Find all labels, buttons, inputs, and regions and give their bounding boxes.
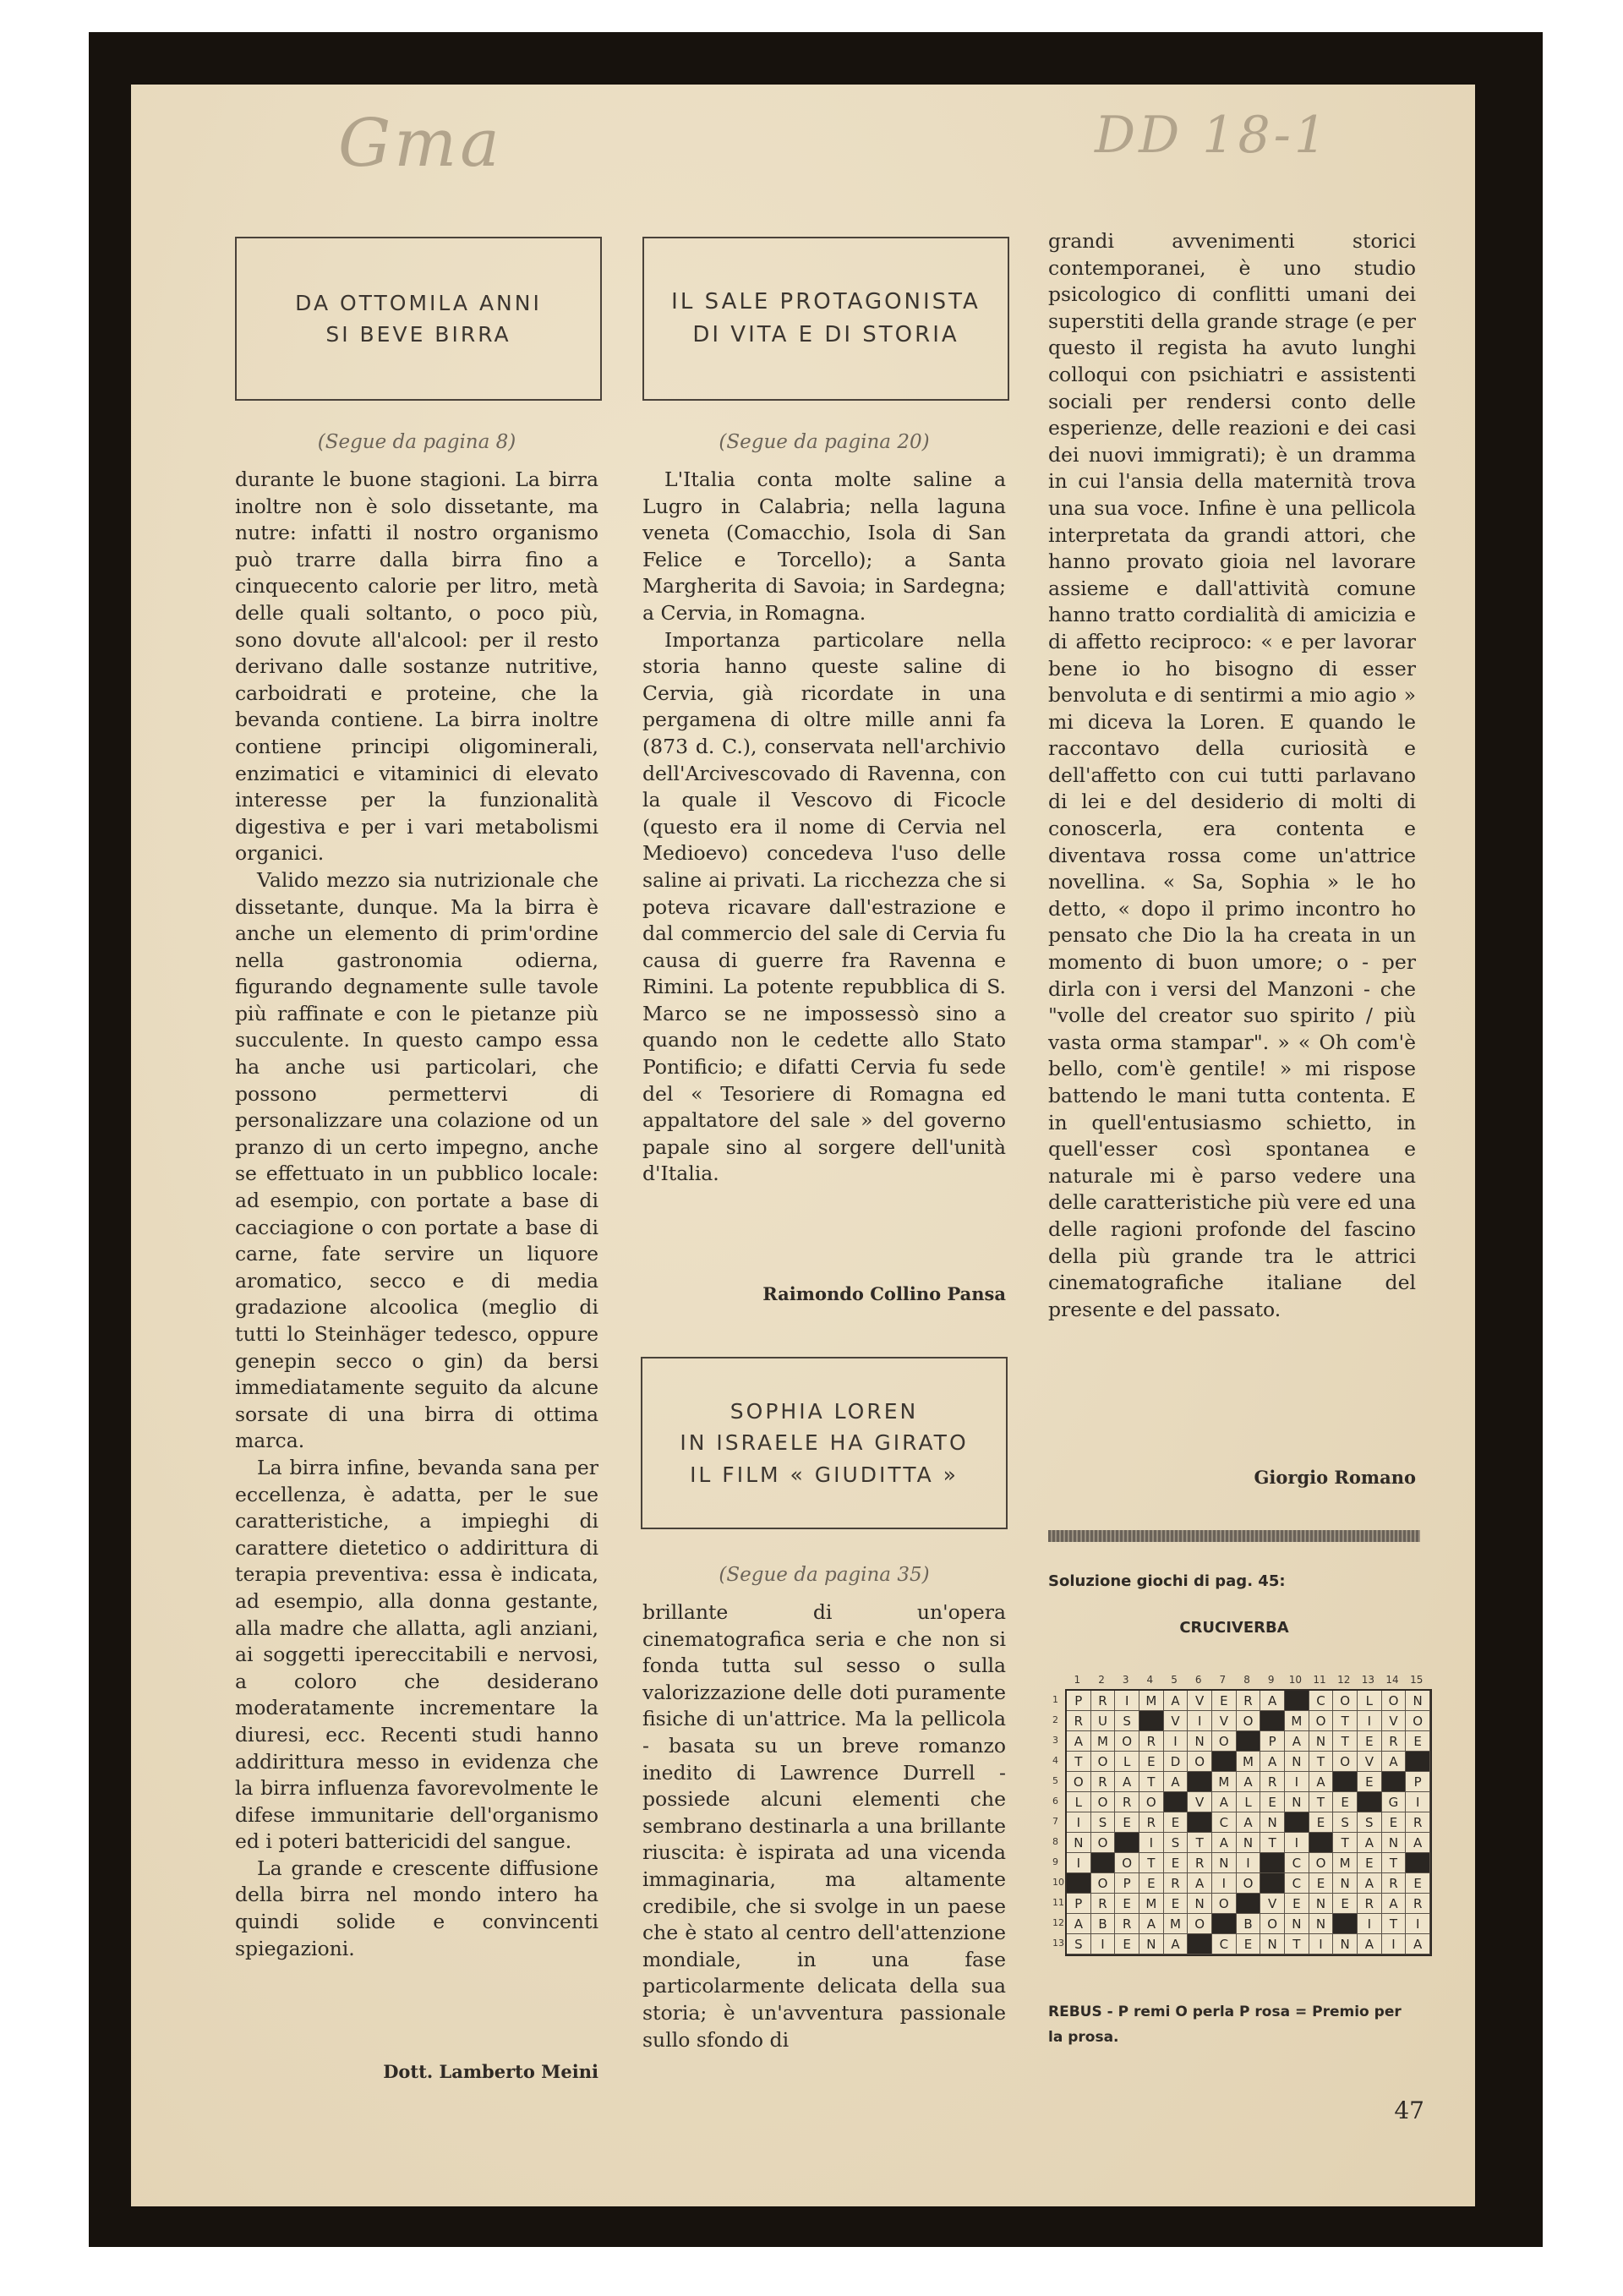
crossword-row-number: 3 (1052, 1734, 1058, 1746)
crossword-row-number: 10 (1052, 1876, 1064, 1888)
crossword-cell: R (1091, 1772, 1116, 1792)
crossword-black-cell (1067, 1873, 1091, 1894)
crossword-cell: A (1260, 1691, 1285, 1711)
crossword-cell: R (1139, 1812, 1164, 1833)
crossword-black-cell (1188, 1772, 1212, 1792)
crossword-black-cell (1358, 1792, 1382, 1812)
crossword-black-cell (1382, 1772, 1407, 1792)
crossword-cell: I (1309, 1934, 1334, 1954)
article2-body (642, 467, 1006, 1188)
crossword-row-number: 9 (1052, 1856, 1058, 1867)
crossword-cell: R (1382, 1731, 1407, 1752)
crossword-cell: M (1212, 1772, 1237, 1792)
crossword-cell: O (1237, 1711, 1261, 1731)
crossword-cell: V (1164, 1711, 1189, 1731)
crossword-cell: N (1067, 1833, 1091, 1853)
crossword-cell: T (1139, 1772, 1164, 1792)
crossword-cell: E (1406, 1873, 1430, 1894)
rebus-solution (1048, 1999, 1420, 2050)
crossword-cell: M (1333, 1853, 1358, 1873)
crossword-cell: C (1212, 1812, 1237, 1833)
crossword-cell: T (1333, 1833, 1358, 1853)
crossword-black-cell (1091, 1853, 1116, 1873)
crossword-cell: M (1237, 1752, 1261, 1772)
crossword-cell: E (1358, 1853, 1382, 1873)
article1-paragraph: La grande e crescente diffusione della birra nel mondo intero ha quindi solide e convincenti spiegazioni. (235, 1856, 598, 1960)
crossword-column-number: 10 (1288, 1674, 1303, 1686)
crossword-cell: I (1358, 1914, 1382, 1934)
crossword-cell: R (1115, 1792, 1139, 1812)
crossword-row-number: 7 (1052, 1815, 1058, 1827)
crossword-cell: O (1309, 1853, 1334, 1873)
crossword-black-cell (1260, 1853, 1285, 1873)
crossword-cell: M (1164, 1914, 1189, 1934)
crossword-cell: A (1164, 1691, 1189, 1711)
crossword-cell: T (1067, 1752, 1091, 1772)
crossword-cell: I (1358, 1711, 1382, 1731)
crossword-cell: T (1333, 1711, 1358, 1731)
crossword-cell: S (1067, 1934, 1091, 1954)
crossword-cell: O (1115, 1731, 1139, 1752)
crossword-row-number: 8 (1052, 1835, 1058, 1847)
crossword-cell: A (1164, 1934, 1189, 1954)
crossword-cell: R (1406, 1812, 1430, 1833)
crossword-column-number: 9 (1267, 1674, 1275, 1686)
article1-title-line1: DA OTTOMILA ANNI (295, 290, 542, 315)
crossword-column-number: 4 (1146, 1674, 1154, 1686)
crossword-title: CRUCIVERBA (1179, 1619, 1289, 1637)
crossword-cell: N (1333, 1934, 1358, 1954)
crossword-cell: A (1115, 1772, 1139, 1792)
crossword-black-cell (1164, 1792, 1189, 1812)
crossword-cell: T (1382, 1853, 1407, 1873)
games-heading: Soluzione giochi di pag. 45: (1048, 1572, 1286, 1590)
crossword-cell: R (1115, 1914, 1139, 1934)
crossword-cell: L (1237, 1792, 1261, 1812)
article3-title-box (641, 1357, 1008, 1529)
crossword-cell: V (1188, 1792, 1212, 1812)
section-divider (1048, 1530, 1420, 1542)
crossword-cell: A (1139, 1914, 1164, 1934)
crossword-black-cell (1188, 1934, 1212, 1954)
crossword-cell: P (1067, 1894, 1091, 1914)
crossword-cell: I (1188, 1711, 1212, 1731)
crossword-cell: O (1139, 1792, 1164, 1812)
crossword-cell: O (1091, 1792, 1116, 1812)
crossword-black-cell (1237, 1731, 1261, 1752)
crossword-cell: A (1237, 1772, 1261, 1792)
article1-author: Dott. Lamberto Meini (383, 2061, 598, 2082)
crossword-cell: S (1333, 1812, 1358, 1833)
crossword-cell: R (1091, 1894, 1116, 1914)
crossword-cell: E (1382, 1812, 1407, 1833)
crossword-cell: N (1139, 1934, 1164, 1954)
crossword-cell: R (1358, 1894, 1382, 1914)
crossword-cell: A (1237, 1812, 1261, 1833)
crossword-column-number: 5 (1171, 1674, 1178, 1686)
crossword-column-number: 2 (1098, 1674, 1105, 1686)
crossword-cell: S (1358, 1812, 1382, 1833)
crossword-cell: A (1358, 1833, 1382, 1853)
crossword-cell: O (1406, 1711, 1430, 1731)
crossword-cell: R (1091, 1691, 1116, 1711)
crossword-cell: I (1067, 1853, 1091, 1873)
article3-author: Giorgio Romano (1254, 1467, 1416, 1488)
crossword-cell: N (1285, 1752, 1309, 1772)
crossword-cell: T (1260, 1833, 1285, 1853)
article2-title-line1: IL SALE PROTAGONISTA (671, 289, 981, 314)
crossword-cell: A (1382, 1752, 1407, 1772)
article3-body-col2 (642, 1599, 1006, 2053)
crossword-cell: O (1212, 1731, 1237, 1752)
crossword-cell: T (1309, 1792, 1334, 1812)
crossword-cell: N (1285, 1792, 1309, 1812)
crossword-cell: D (1164, 1752, 1189, 1772)
article1-paragraph: durante le buone stagioni. La birra inoltre non è solo dissetante, ma nutre: infatti il nostro organismo può trarre dalla birra fino a cinquecento calorie per litro, metà delle quali soltanto, o poco più, sono dovute all'alcool: per il resto derivano dalle sostanze nutritive, carboidrati e proteine, che la bevanda contiene. La birra inoltre contiene principi oligominerali, enzimatici e vitaminici di elevato interesse per la funzionalità digestiva e per i vari metabolismi organici. (235, 467, 598, 866)
crossword-cell: T (1382, 1914, 1407, 1934)
crossword-cell: M (1091, 1731, 1116, 1752)
crossword-cell: A (1212, 1833, 1237, 1853)
crossword-black-cell (1333, 1914, 1358, 1934)
crossword-row-number: 13 (1052, 1937, 1064, 1949)
crossword-cell: N (1285, 1914, 1309, 1934)
crossword-cell: O (1260, 1914, 1285, 1934)
crossword-cell: R (1406, 1894, 1430, 1914)
crossword-cell: A (1309, 1772, 1334, 1792)
crossword-black-cell (1260, 1873, 1285, 1894)
crossword-row-number: 12 (1052, 1916, 1064, 1928)
crossword-cell: U (1091, 1711, 1116, 1731)
article1-continued: (Segue da pagina 8) (317, 431, 516, 453)
crossword-cell: N (1406, 1691, 1430, 1711)
crossword-black-cell (1260, 1711, 1285, 1731)
crossword-cell: O (1188, 1914, 1212, 1934)
crossword-cell: I (1406, 1914, 1430, 1934)
crossword-cell: E (1333, 1792, 1358, 1812)
crossword-cell: V (1260, 1894, 1285, 1914)
crossword-cell: E (1358, 1772, 1382, 1792)
crossword-black-cell (1212, 1914, 1237, 1934)
crossword-cell: R (1139, 1731, 1164, 1752)
crossword-cell: T (1333, 1731, 1358, 1752)
article1-paragraph: Valido mezzo sia nutrizionale che dissetante, dunque. Ma la birra è anche un elemento di prim'ordine nella gastronomia odierna, figurando degnamente sulle tavole più raffinate e con le pietanze più succulente. In questo campo essa ha anche usi particolari, che possono permettervi di personalizzare una colazione od un pranzo di un certo impegno, anche se effettuato in un pubblico locale: ad esempio, con portate a base di cacciagione o con portate a base di carne, fate servire un liquore aromatico, secco e di media gradazione alcoolica (meglio di tutti lo Steinhäger tedesco, oppure genepin secco o gin) da bersi immediatamente seguito da alcune sorsate di una birra di ottima marca. (235, 867, 598, 1453)
article1-title-box (235, 237, 602, 401)
crossword-cell: E (1115, 1934, 1139, 1954)
crossword-cell: E (1358, 1731, 1382, 1752)
crossword-cell: R (1237, 1691, 1261, 1711)
crossword-cell: E (1139, 1873, 1164, 1894)
article2-continued: (Segue da pagina 20) (719, 431, 930, 453)
crossword-cell: A (1358, 1873, 1382, 1894)
crossword-cell: O (1212, 1894, 1237, 1914)
crossword-cell: N (1260, 1934, 1285, 1954)
article3-title-line1: SOPHIA LOREN (730, 1398, 919, 1424)
crossword-cell: M (1139, 1894, 1164, 1914)
crossword-cell: N (1188, 1731, 1212, 1752)
crossword-black-cell (1406, 1853, 1430, 1873)
crossword-cell: R (1382, 1873, 1407, 1894)
crossword-cell: E (1139, 1752, 1164, 1772)
crossword-cell: E (1164, 1894, 1189, 1914)
crossword-cell: S (1091, 1812, 1116, 1833)
crossword-column-number: 1 (1074, 1674, 1081, 1686)
crossword-cell: T (1309, 1752, 1334, 1772)
crossword-black-cell (1333, 1772, 1358, 1792)
article1-title-line2: SI BEVE BIRRA (325, 322, 511, 347)
crossword-cell: N (1212, 1853, 1237, 1873)
article3-title-line2: IN ISRAELE HA GIRATO (680, 1430, 969, 1456)
article3-title-line3: IL FILM « GIUDITTA » (690, 1462, 959, 1487)
crossword-cell: V (1358, 1752, 1382, 1772)
crossword-column-number: 8 (1243, 1674, 1250, 1686)
crossword-cell: E (1406, 1731, 1430, 1752)
crossword-cell: E (1164, 1853, 1189, 1873)
crossword-cell: A (1260, 1752, 1285, 1772)
crossword-black-cell (1188, 1812, 1212, 1833)
crossword-cell: P (1115, 1873, 1139, 1894)
crossword-cell: N (1260, 1812, 1285, 1833)
crossword-cell: L (1115, 1752, 1139, 1772)
crossword-row-number: 5 (1052, 1774, 1058, 1786)
article2-author: Raimondo Collino Pansa (762, 1283, 1006, 1304)
crossword-grid (1065, 1689, 1432, 1956)
crossword-cell: A (1406, 1934, 1430, 1954)
crossword-cell: T (1139, 1853, 1164, 1873)
article2-title-box (642, 237, 1009, 401)
article3-body-col3 (1048, 228, 1416, 1323)
crossword-cell: G (1382, 1792, 1407, 1812)
crossword-cell: I (1164, 1731, 1189, 1752)
page-sheet (131, 85, 1475, 2206)
crossword-cell: O (1382, 1691, 1407, 1711)
crossword-cell: O (1333, 1752, 1358, 1772)
crossword-cell: L (1067, 1792, 1091, 1812)
crossword-cell: V (1188, 1691, 1212, 1711)
crossword-cell: O (1309, 1711, 1334, 1731)
crossword-cell: E (1309, 1812, 1334, 1833)
crossword-cell: R (1164, 1873, 1189, 1894)
crossword-cell: E (1309, 1873, 1334, 1894)
crossword-cell: P (1260, 1731, 1285, 1752)
crossword-cell: M (1139, 1691, 1164, 1711)
crossword-cell: T (1188, 1833, 1212, 1853)
crossword-cell: T (1285, 1934, 1309, 1954)
crossword-cell: O (1091, 1833, 1116, 1853)
crossword-cell: P (1406, 1772, 1430, 1792)
crossword-column-number: 11 (1313, 1674, 1326, 1686)
crossword-cell: B (1237, 1914, 1261, 1934)
pencil-note-left: Gma (338, 106, 503, 182)
crossword-row-number: 2 (1052, 1714, 1058, 1725)
article1-paragraph: La birra infine, bevanda sana per eccellenza, è adatta, per le sue caratteristiche, a impieghi di carattere dietetico o addirittura di terapia preventiva: essa è indicata, ad esempio, alla donna gestante, alla madre che allatta, agli anziani, ai soggetti ipereccitabili e nervosi, a coloro che desiderano moderatamente incrementare la diuresi, ecc. Recenti studi hanno addirittura messo in evidenza che la birra influenza favorevolmente le difese immunitarie dell'organismo ed i poteri battericidi del sangue. (235, 1455, 598, 1854)
crossword-cell: C (1285, 1873, 1309, 1894)
article1-body (235, 467, 598, 1962)
crossword-cell: A (1212, 1792, 1237, 1812)
crossword-column-number: 7 (1219, 1674, 1227, 1686)
article3-continued: (Segue da pagina 35) (719, 1564, 930, 1586)
crossword-cell: R (1188, 1853, 1212, 1873)
crossword-cell: N (1309, 1894, 1334, 1914)
crossword-row-numbers (1052, 1689, 1064, 1953)
crossword-cell: O (1067, 1772, 1091, 1792)
crossword-cell: I (1285, 1772, 1309, 1792)
crossword-black-cell (1115, 1833, 1139, 1853)
crossword-cell: B (1091, 1914, 1116, 1934)
crossword-black-cell (1139, 1711, 1164, 1731)
crossword-cell: A (1285, 1731, 1309, 1752)
crossword-black-cell (1285, 1812, 1309, 1833)
crossword-cell: P (1067, 1691, 1091, 1711)
pencil-note-right: DD 18-1 (1095, 106, 1331, 165)
crossword-cell: A (1382, 1894, 1407, 1914)
crossword-cell: N (1188, 1894, 1212, 1914)
crossword-row-number: 1 (1052, 1693, 1058, 1705)
crossword-cell: I (1067, 1812, 1091, 1833)
article2-paragraph: L'Italia conta molte saline a Lugro in Calabria; nella laguna veneta (Comacchio, Isola di San Felice e Torcello); a Santa Margherita di Savoia; in Sardegna; a Cervia, in Romagna. (642, 467, 1006, 625)
crossword-cell: E (1164, 1812, 1189, 1833)
crossword-cell: E (1115, 1812, 1139, 1833)
crossword-cell: A (1188, 1873, 1212, 1894)
crossword-cell: E (1333, 1894, 1358, 1914)
crossword-cell: O (1091, 1752, 1116, 1772)
crossword-cell: N (1382, 1833, 1407, 1853)
crossword-cell: N (1309, 1914, 1334, 1934)
crossword-cell: V (1212, 1711, 1237, 1731)
crossword-cell: A (1067, 1914, 1091, 1934)
crossword-cell: C (1285, 1853, 1309, 1873)
crossword-cell: N (1333, 1873, 1358, 1894)
article3-paragraph: brillante di un'opera cinematografica seria e che non si fonda tutta sul sesso o sulla valorizzazione delle doti puramente fisiche di un'attrice. Ma la pellicola - basata su un breve romanzo inedito di Lawrence Durrell - possiede alcuni elementi che sembrano destinarla a una brillante riuscita: è ispirata ad una vicenda immaginaria, ma altamente credibile, che si svolge in un paese che è stato al centro dell'attenzione mondiale, in una fase particolarmente delicata della sua storia; è un'avventura passionale sullo sfondo di (642, 1600, 1006, 2052)
crossword-cell: I (1237, 1853, 1261, 1873)
crossword-cell: O (1237, 1873, 1261, 1894)
crossword-cell: I (1406, 1792, 1430, 1812)
crossword-column-number: 14 (1385, 1674, 1399, 1686)
crossword-cell: I (1212, 1873, 1237, 1894)
crossword-column-number: 12 (1337, 1674, 1351, 1686)
rebus-text: - P remi O perla P rosa = Premio per la prosa. (1048, 2004, 1402, 2046)
crossword-cell: O (1091, 1873, 1116, 1894)
crossword-cell: E (1285, 1894, 1309, 1914)
crossword-cell: I (1091, 1934, 1116, 1954)
crossword-cell: E (1260, 1792, 1285, 1812)
crossword-row-number: 6 (1052, 1795, 1058, 1807)
crossword-cell: R (1260, 1772, 1285, 1792)
crossword-black-cell (1237, 1894, 1261, 1914)
crossword-cell: I (1139, 1833, 1164, 1853)
crossword-cell: L (1358, 1691, 1382, 1711)
crossword-column-numbers (1065, 1674, 1429, 1686)
crossword-black-cell (1309, 1833, 1334, 1853)
article2-paragraph: Importanza particolare nella storia hanno queste saline di Cervia, già ricordate in una pergamena di oltre mille anni fa (873 d. C.), conservata nell'archivio dell'Arcivescovado di Ravenna, con la quale il Vescovo di Ficocle (questo era il nome di Cervia nel Medioevo) concedeva l'uso delle saline ai privati. La ricchezza che si poteva ricavare dall'estrazione e dal commercio del sale di Cervia fu causa di guerre fra Ravenna e Rimini. La potente repubblica di S. Marco se ne impossessò sino a quando non le cedette allo Stato Pontificio; e difatti Cervia fu sede del « Tesoriere di Romagna ed appaltatore del sale » del governo papale sino al sorgere dell'unità d'Italia. (642, 627, 1006, 1186)
crossword-cell: O (1188, 1752, 1212, 1772)
crossword-column-number: 13 (1361, 1674, 1375, 1686)
crossword-black-cell (1406, 1752, 1430, 1772)
article2-title-line2: DI VITA E DI STORIA (692, 322, 959, 347)
crossword-column-number: 15 (1410, 1674, 1424, 1686)
crossword-cell: C (1309, 1691, 1334, 1711)
crossword-cell: N (1237, 1833, 1261, 1853)
crossword-cell: O (1333, 1691, 1358, 1711)
article3-paragraph: grandi avvenimenti storici contemporanei, è uno studio psicologico di conflitti umani dei superstiti della grande strage (e per questo il regista ha avuto lunghi colloqui con psichiatri e assistenti sociali per rendersi conto delle esperienze, delle reazioni e dei casi dei nuovi immigrati); è un dramma in cui l'ansia della maternità trova una sua voce. Infine è una pellicola interpretata da grandi attori, che hanno provato gioia nel lavorare assieme e dall'attività comune hanno tratto cordialità di amicizia e di affetto reciproco: « e per lavorar bene io ho bisogno di esser benvoluta e di sentirmi a mio agio » mi diceva la Loren. E quando le raccontavo della curiosità e dell'affetto con cui tutti parlavano di lei e del desiderio di molti di conoscerla, era contenta e diventava rossa come un'attrice novellina. « Sa, Sophia » le ho detto, « dopo il primo incontro ho pensato che Dio la ha creata in un momento di buon umore; o - per dirla con i versi del Manzoni - che "volle del creator suo spirito / più vasta orma stampar". » « Oh com'è bello, com'è gentile! » mi rispose battendo le mani tutta contenta. E in quell'entusiasmo schietto, in quell'esser così spontanea e naturale mi è parso vedere una delle caratteristiche più vere ed una delle ragioni profonde del fascino della più grande tra le attrici cinematografiche italiane del presente e del passato. (1048, 229, 1416, 1321)
crossword-column-number: 6 (1194, 1674, 1202, 1686)
rebus-label: REBUS (1048, 2004, 1102, 2020)
crossword-cell: A (1358, 1934, 1382, 1954)
crossword-column-number: 3 (1122, 1674, 1129, 1686)
crossword-cell: E (1115, 1894, 1139, 1914)
crossword-cell: I (1115, 1691, 1139, 1711)
crossword-black-cell (1212, 1752, 1237, 1772)
crossword-row-number: 11 (1052, 1896, 1064, 1908)
crossword-cell: I (1285, 1833, 1309, 1853)
crossword-cell: R (1067, 1711, 1091, 1731)
crossword-cell: M (1285, 1711, 1309, 1731)
page-number: 47 (1394, 2096, 1424, 2124)
crossword-cell: E (1212, 1691, 1237, 1711)
crossword-row-number: 4 (1052, 1754, 1058, 1766)
crossword-cell: A (1164, 1772, 1189, 1792)
crossword-cell: S (1115, 1711, 1139, 1731)
crossword-cell: A (1067, 1731, 1091, 1752)
crossword-black-cell (1285, 1691, 1309, 1711)
crossword-cell: V (1382, 1711, 1407, 1731)
crossword-cell: O (1115, 1853, 1139, 1873)
crossword-cell: E (1237, 1934, 1261, 1954)
crossword-cell: N (1309, 1731, 1334, 1752)
crossword-cell: A (1406, 1833, 1430, 1853)
crossword-cell: I (1382, 1934, 1407, 1954)
crossword-cell: C (1212, 1934, 1237, 1954)
crossword-cell: S (1164, 1833, 1189, 1853)
